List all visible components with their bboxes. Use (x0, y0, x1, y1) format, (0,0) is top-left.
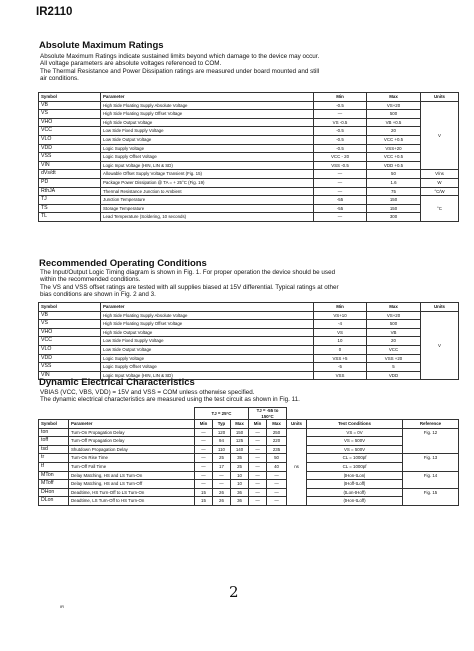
parameter-cell: Logic Supply Voltage (101, 354, 314, 363)
table-row (39, 170, 459, 179)
max-cell: 235 (267, 445, 287, 454)
parameter-cell: Storage Temperature (101, 204, 314, 213)
max-cell: 20 (367, 127, 421, 136)
symbol-cell: TJ (39, 196, 101, 205)
min-cell: VSS -0.5 (314, 161, 367, 170)
col-header: Parameter (101, 93, 314, 102)
min-cell: VSS (314, 371, 367, 380)
min-cell: 10 (314, 337, 367, 346)
test-condition-cell: |tHoff-tLoff| (307, 480, 403, 489)
reference-cell: Fig. 15 (403, 488, 459, 505)
abs-max-heading: Absolute Maximum Ratings (39, 40, 164, 51)
col-header: Min (314, 93, 367, 102)
max-cell: 140 (231, 445, 249, 454)
typ-cell: 17 (213, 462, 231, 471)
col-header: Max (367, 303, 421, 312)
parameter-cell: Lead Temperature (Soldering, 10 seconds) (101, 213, 314, 222)
table-row (39, 118, 459, 127)
parameter-cell: High Side Output Voltage (101, 328, 314, 337)
min-cell: VS+10 (314, 311, 367, 320)
max-cell: 36 (231, 497, 249, 506)
min-cell: — (249, 488, 267, 497)
intro-line: The VS and VSS offset ratings are tested with all supplies biased at 15V differential. Typical ratings at other (40, 283, 339, 291)
min-cell: -0.5 (314, 144, 367, 153)
typ-cell: 94 (213, 437, 231, 446)
max-cell: VCC +0.5 (367, 135, 421, 144)
footer-mark: IR (60, 604, 64, 609)
parameter-cell: Package Power Dissipation @ TA = + 25°C (Fig. 19) (101, 178, 314, 187)
min-cell: VSS +5 (314, 354, 367, 363)
min-cell: — (249, 428, 267, 437)
min-cell: — (195, 462, 213, 471)
max-cell: VDD (367, 371, 421, 380)
max-cell: 150 (367, 196, 421, 205)
table-row (39, 178, 459, 187)
table-row (39, 213, 459, 222)
page-number: 2 (229, 583, 239, 601)
units-cell: V (421, 311, 459, 380)
table-row (39, 363, 459, 372)
symbol-cell: VS (39, 110, 101, 119)
parameter-cell: High Side Output Voltage (101, 118, 314, 127)
table-row (39, 187, 459, 196)
col-header: Max (231, 420, 249, 429)
intro-line: The Thermal Resistance and Power Dissipation ratings are measured under board mounted and still (40, 67, 320, 75)
parameter-cell: High Side Floating Supply Absolute Voltage (101, 311, 314, 320)
col-header: Max (267, 420, 287, 429)
max-cell: — (267, 480, 287, 489)
test-condition-cell: CL = 1000pf (307, 454, 403, 463)
max-cell: 220 (267, 437, 287, 446)
table-row (39, 337, 459, 346)
symbol-cell: VIN (39, 161, 101, 170)
table-row (39, 196, 459, 205)
test-condition-cell: (tHon-tLoff) (307, 497, 403, 506)
max-cell: — (267, 497, 287, 506)
max-cell: 10 (231, 480, 249, 489)
table-row (39, 428, 459, 437)
min-cell: — (195, 445, 213, 454)
symbol-cell: VHO (39, 118, 101, 127)
table-row (39, 497, 459, 506)
test-condition-cell: VS = 500V (307, 437, 403, 446)
table-row (39, 437, 459, 446)
table-row (39, 101, 459, 110)
symbol-cell: DLon (39, 497, 69, 506)
parameter-cell: Low Side Output Voltage (101, 135, 314, 144)
intro-line: VBIAS (VCC, VBS, VDD) = 15V and VSS = COM unless otherwise specified. (40, 389, 255, 396)
min-cell: — (195, 454, 213, 463)
parameter-cell: Deadtime, HS Turn-Off to LS Turn-On (69, 488, 195, 497)
units-cell: °C (421, 196, 459, 222)
table-row (39, 204, 459, 213)
min-cell: VS -0.5 (314, 118, 367, 127)
col-header: Typ (213, 420, 231, 429)
test-condition-cell: |tHon-tLon| (307, 471, 403, 480)
symbol-cell: TS (39, 204, 101, 213)
symbol-cell: DHon (39, 488, 69, 497)
parameter-cell: Logic Supply Offset Voltage (101, 153, 314, 162)
max-cell: 1.6 (367, 178, 421, 187)
min-cell: — (249, 497, 267, 506)
table-row (39, 454, 459, 463)
rec-op-intro (40, 269, 460, 299)
col-header: Max (367, 93, 421, 102)
max-cell: 150 (367, 204, 421, 213)
typ-cell: 26 (213, 497, 231, 506)
min-cell: — (249, 480, 267, 489)
test-condition-cell: VS = 0V (307, 428, 403, 437)
table-row (39, 480, 459, 489)
symbol-cell: VDD (39, 354, 101, 363)
table-row (39, 320, 459, 329)
max-cell: 36 (231, 488, 249, 497)
col-header: Min (314, 303, 367, 312)
intro-line: The dynamic electrical characteristics are measured using the test circuit as shown in Fig. 11. (40, 396, 300, 404)
symbol-cell: VSS (39, 363, 101, 372)
col-header: Symbol (39, 420, 69, 429)
parameter-cell: Delay Matching, HS and LS Turn-On (69, 471, 195, 480)
min-cell: — (314, 170, 367, 179)
max-cell: 40 (267, 462, 287, 471)
table-row (39, 135, 459, 144)
min-cell: -55 (314, 204, 367, 213)
parameter-cell: Logic Input Voltage (HIN, LIN & SD) (101, 371, 314, 380)
typ-cell: — (213, 480, 231, 489)
symbol-cell: TL (39, 213, 101, 222)
intro-line: air conditions. (40, 75, 79, 83)
max-cell: 35 (231, 454, 249, 463)
max-cell: 50 (367, 170, 421, 179)
symbol-cell: VSS (39, 153, 101, 162)
rec-op-heading: Recommended Operating Conditions (39, 258, 207, 269)
parameter-cell: Turn-Off Fall Time (69, 462, 195, 471)
min-cell: — (195, 428, 213, 437)
min-cell: — (249, 454, 267, 463)
min-cell: -4 (314, 320, 367, 329)
max-cell: VS+20 (367, 311, 421, 320)
units-cell: V/ns (421, 170, 459, 179)
max-cell: VB (367, 328, 421, 337)
rec-op-table (38, 302, 459, 380)
min-cell: — (314, 178, 367, 187)
max-cell: VDD +0.5 (367, 161, 421, 170)
col-header: Min (195, 420, 213, 429)
max-cell: 150 (231, 428, 249, 437)
typ-cell: 26 (213, 488, 231, 497)
symbol-cell: MToff (39, 480, 69, 489)
table-row (39, 471, 459, 480)
symbol-cell: VLO (39, 135, 101, 144)
min-cell: 15 (195, 497, 213, 506)
table-header-row (39, 420, 459, 429)
min-cell: — (249, 437, 267, 446)
max-cell: VS+20 (367, 101, 421, 110)
reference-cell: Fig. 13 (403, 454, 459, 471)
parameter-cell: Turn-On Rise Time (69, 454, 195, 463)
units-cell: ns (287, 428, 307, 505)
min-cell: -5 (314, 363, 367, 372)
max-cell: 250 (267, 428, 287, 437)
parameter-cell: Low Side Fixed Supply Voltage (101, 127, 314, 136)
table-header-row (39, 93, 459, 102)
max-cell: 10 (231, 471, 249, 480)
symbol-cell: VCC (39, 337, 101, 346)
typ-cell: 110 (213, 445, 231, 454)
parameter-cell: High Side Floating Supply Absolute Voltage (101, 101, 314, 110)
symbol-cell: PD (39, 178, 101, 187)
symbol-cell: tr (39, 454, 69, 463)
table-row (39, 445, 459, 454)
parameter-cell: Thermal Resistance Junction to Ambient (101, 187, 314, 196)
max-cell: 50 (267, 454, 287, 463)
symbol-cell: toff (39, 437, 69, 446)
symbol-cell: dVs/dt (39, 170, 101, 179)
abs-max-table (38, 92, 459, 222)
max-cell: VSS +20 (367, 354, 421, 363)
min-cell: — (314, 110, 367, 119)
temp-range-full: TJ = -55 to 150°C (249, 408, 287, 420)
table-row (39, 462, 459, 471)
parameter-cell: Junction Temperature (101, 196, 314, 205)
intro-line: All voltage parameters are absolute voltages referenced to COM. (40, 60, 222, 68)
parameter-cell: Deadtime, LS Turn-Off to HS Turn-On (69, 497, 195, 506)
reference-cell: Fig. 12 (403, 428, 459, 454)
table-row (39, 311, 459, 320)
col-header: Units (421, 93, 459, 102)
parameter-cell: Logic Supply Offset Voltage (101, 363, 314, 372)
test-condition-cell: VS = 500V (307, 445, 403, 454)
symbol-cell: VLO (39, 345, 101, 354)
intro-line: within the recommended conditions. (40, 276, 141, 284)
parameter-cell: Low Side Fixed Supply Voltage (101, 337, 314, 346)
typ-cell: — (213, 471, 231, 480)
intro-line: Absolute Maximum Ratings indicate sustained limits beyond which damage to the device may occur. (40, 53, 320, 60)
max-cell: VCC (367, 345, 421, 354)
symbol-cell: VCC (39, 127, 101, 136)
min-cell: -55 (314, 196, 367, 205)
table-row (39, 144, 459, 153)
parameter-cell: Delay Matching, HS and LS Turn-Off (69, 480, 195, 489)
max-cell: 75 (367, 187, 421, 196)
max-cell: 300 (367, 213, 421, 222)
parameter-cell: High Side Floating Supply Offset Voltage (101, 320, 314, 329)
max-cell: 500 (367, 320, 421, 329)
min-cell: VCC - 20 (314, 153, 367, 162)
col-header: Min (249, 420, 267, 429)
min-cell: -0.5 (314, 101, 367, 110)
min-cell: — (195, 437, 213, 446)
max-cell: 500 (367, 110, 421, 119)
min-cell: — (249, 471, 267, 480)
min-cell: -0.5 (314, 135, 367, 144)
parameter-cell: Shutdown Propagation Delay (69, 445, 195, 454)
min-cell: — (314, 187, 367, 196)
dyn-table (38, 407, 459, 506)
max-cell: 20 (367, 337, 421, 346)
test-condition-cell: (tLon-tHoff) (307, 488, 403, 497)
min-cell: 0 (314, 345, 367, 354)
symbol-cell: VS (39, 320, 101, 329)
symbol-cell: VIN (39, 371, 101, 380)
parameter-cell: Logic Supply Voltage (101, 144, 314, 153)
table-row (39, 328, 459, 337)
table-row (39, 127, 459, 136)
col-header: Units (287, 420, 307, 429)
table-row (39, 110, 459, 119)
min-cell: — (249, 462, 267, 471)
max-cell: — (267, 488, 287, 497)
max-cell: VCC +0.5 (367, 153, 421, 162)
min-cell: — (195, 471, 213, 480)
typ-cell: 120 (213, 428, 231, 437)
symbol-cell: tf (39, 462, 69, 471)
table-row (39, 153, 459, 162)
temp-header-row (39, 408, 459, 420)
col-header: Parameter (69, 420, 195, 429)
symbol-cell: VHO (39, 328, 101, 337)
table-row (39, 488, 459, 497)
min-cell: -0.5 (314, 127, 367, 136)
symbol-cell: tsd (39, 445, 69, 454)
parameter-cell: Turn-On Propagation Delay (69, 428, 195, 437)
part-number: IR2110 (36, 6, 73, 18)
col-header: Symbol (39, 93, 101, 102)
max-cell: VSS+20 (367, 144, 421, 153)
intro-line: The Input/Output Logic Timing diagram is shown in Fig. 1. For proper operation the device should be used (40, 269, 336, 276)
symbol-cell: VB (39, 311, 101, 320)
table-row (39, 354, 459, 363)
units-cell: V (421, 101, 459, 170)
reference-cell: Fig. 14 (403, 471, 459, 488)
max-cell: 5 (367, 363, 421, 372)
col-header: Test Conditions (307, 420, 403, 429)
min-cell: — (195, 480, 213, 489)
dyn-intro (40, 389, 460, 404)
table-header-row (39, 303, 459, 312)
units-cell: W (421, 178, 459, 187)
parameter-cell: High Side Floating Supply Offset Voltage (101, 110, 314, 119)
parameter-cell: Allowable Offset Supply Voltage Transient (Fig. 15) (101, 170, 314, 179)
symbol-cell: VDD (39, 144, 101, 153)
col-header: Symbol (39, 303, 101, 312)
min-cell: 15 (195, 488, 213, 497)
symbol-cell: RthJA (39, 187, 101, 196)
min-cell: — (249, 445, 267, 454)
max-cell: 25 (231, 462, 249, 471)
max-cell: VB +0.5 (367, 118, 421, 127)
units-cell: °C/W (421, 187, 459, 196)
symbol-cell: MTon (39, 471, 69, 480)
typ-cell: 25 (213, 454, 231, 463)
min-cell: VS (314, 328, 367, 337)
table-row (39, 345, 459, 354)
max-cell: — (267, 471, 287, 480)
table-row (39, 161, 459, 170)
col-header: Reference (403, 420, 459, 429)
col-header: Parameter (101, 303, 314, 312)
test-condition-cell: CL = 1000pf (307, 462, 403, 471)
abs-max-intro (40, 53, 460, 83)
max-cell: 125 (231, 437, 249, 446)
temp-range-25: TJ = 25°C (195, 408, 249, 420)
parameter-cell: Turn-Off Propagation Delay (69, 437, 195, 446)
min-cell: — (314, 213, 367, 222)
symbol-cell: ton (39, 428, 69, 437)
dyn-heading: Dynamic Electrical Characteristics (39, 377, 195, 388)
symbol-cell: VB (39, 101, 101, 110)
intro-line: bias conditions are shown in Fig. 2 and 3. (40, 291, 156, 299)
col-header: Units (421, 303, 459, 312)
parameter-cell: Low Side Output Voltage (101, 345, 314, 354)
parameter-cell: Logic Input Voltage (HIN, LIN & SD) (101, 161, 314, 170)
